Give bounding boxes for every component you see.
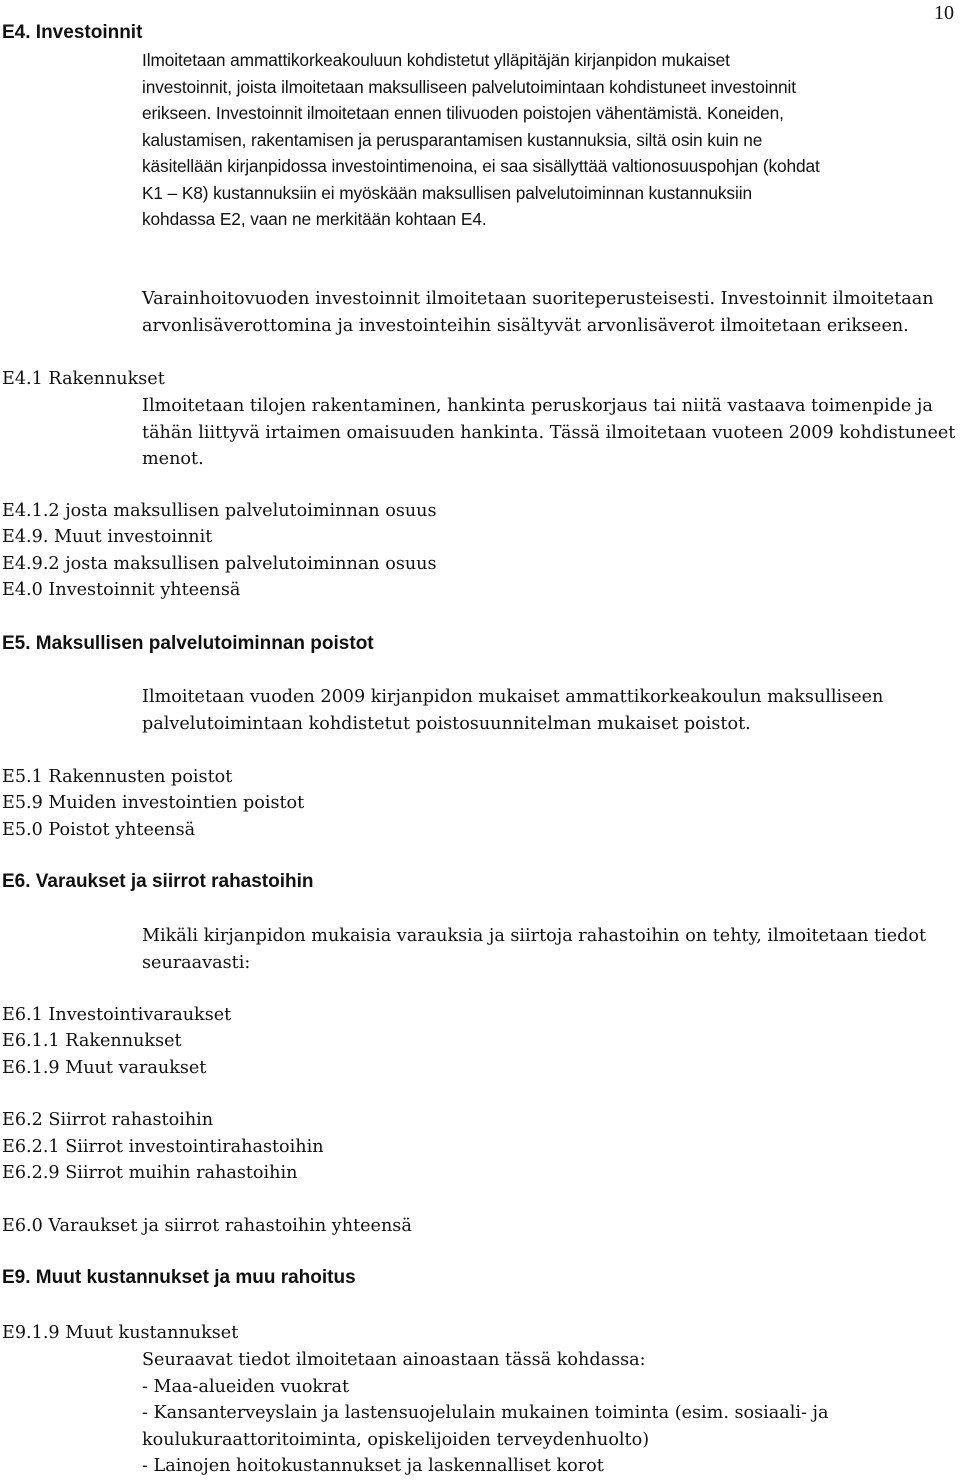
e41-paragraph — [142, 393, 955, 473]
bullet-line: - Kansanterveyslain ja lastensuojelulain mukainen toiminta (esim. sosiaali- ja — [142, 1403, 829, 1423]
paragraph-line: arvonlisäverottomina ja investointeihin sisältyvät arvonlisäverot ilmoitetaan erikseen. — [142, 315, 909, 336]
list-item: E5.1 Rakennusten poistot — [2, 767, 233, 787]
list-item: E6.1.9 Muut varaukset — [2, 1058, 207, 1078]
list-item: E6.2 Siirrot rahastoihin — [2, 1110, 214, 1130]
paragraph-line: palvelutoimintaan kohdistetut poistosuunnitelman mukaiset poistot. — [142, 713, 751, 734]
section-heading-e5: E5. Maksullisen palvelutoiminnan poistot — [2, 633, 374, 654]
paragraph-line: Mikäli kirjanpidon mukaisia varauksia ja siirtoja rahastoihin on tehty, ilmoitetaan tiedot — [142, 926, 927, 946]
paragraph-line: seuraavasti: — [142, 952, 251, 973]
paragraph-line: erikseen. Investoinnit ilmoitetaan ennen tilivuoden poistojen vähentämistä. Koneiden, — [142, 103, 784, 123]
list-item: E6.2.1 Siirrot investointirahastoihin — [2, 1137, 324, 1157]
section-heading-e4: E4. Investoinnit — [2, 22, 143, 43]
paragraph-line: kohdassa E2, vaan ne merkitään kohtaan E4. — [142, 209, 487, 229]
list-item: E4.0 Investoinnit yhteensä — [2, 580, 241, 600]
list-item: E5.9 Muiden investointien poistot — [2, 793, 305, 813]
list-item: E6.1 Investointivaraukset — [2, 1005, 232, 1025]
list-item: E4.1.2 josta maksullisen palvelutoiminnan osuus — [2, 501, 437, 521]
bullet-line: - Lainojen hoitokustannukset ja laskennalliset korot — [142, 1456, 604, 1476]
section-heading-e6: E6. Varaukset ja siirrot rahastoihin — [2, 871, 314, 892]
paragraph-line: tähän liittyvä irtaimen omaisuuden hankinta. Tässä ilmoitetaan vuoteen 2009 kohdistuneet — [142, 422, 956, 443]
paragraph-line: menot. — [142, 449, 204, 469]
paragraph-line: Seuraavat tiedot ilmoitetaan ainoastaan tässä kohdassa: — [142, 1350, 646, 1370]
e5-paragraph — [142, 684, 883, 737]
list-item: E4.9.2 josta maksullisen palvelutoiminnan osuus — [2, 554, 437, 574]
e41-label: E4.1 Rakennukset — [2, 369, 165, 389]
e9-details — [142, 1347, 829, 1480]
paragraph-line: Ilmoitetaan vuoden 2009 kirjanpidon mukaiset ammattikorkeakoulun maksulliseen — [142, 687, 884, 707]
e6-paragraph — [142, 923, 926, 976]
list-item: E4.9. Muut investoinnit — [2, 527, 213, 547]
paragraph-line: K1 – K8) kustannuksiin ei myöskään maksullisen palvelutoiminnan kustannuksiin — [142, 182, 752, 203]
paragraph-line: käsitellään kirjanpidossa investointimenoina, ei saa sisällyttää valtionosuuspohjan (kohdat — [142, 156, 820, 176]
list-item: E9.1.9 Muut kustannukset — [2, 1323, 239, 1343]
page-number: 10 — [934, 2, 954, 24]
list-item: E6.2.9 Siirrot muihin rahastoihin — [2, 1163, 298, 1183]
list-item: E5.0 Poistot yhteensä — [2, 820, 196, 840]
list-item-total: E6.0 Varaukset ja siirrot rahastoihin yhteensä — [2, 1216, 412, 1236]
bullet-line: - Maa-alueiden vuokrat — [142, 1376, 350, 1397]
e4-second-paragraph — [142, 286, 934, 339]
paragraph-line: kalustamisen, rakentamisen ja perusparantamisen kustannuksia, siltä osin kuin ne — [142, 129, 763, 150]
section-heading-e9: E9. Muut kustannukset ja muu rahoitus — [2, 1267, 356, 1288]
e4-intro-paragraph — [142, 47, 820, 233]
list-item: E6.1.1 Rakennukset — [2, 1031, 182, 1051]
paragraph-line: investoinnit, joista ilmoitetaan maksulliseen palvelutoimintaan kohdistuneet investoinnit — [142, 76, 796, 97]
paragraph-line: Varainhoitovuoden investoinnit ilmoitetaan suoriteperusteisesti. Investoinnit ilmoitetaan — [142, 289, 934, 309]
paragraph-line: Ilmoitetaan tilojen rakentaminen, hankinta peruskorjaus tai niitä vastaava toimenpide ja — [142, 396, 933, 416]
paragraph-line: Ilmoitetaan ammattikorkeakouluun kohdistetut ylläpitäjän kirjanpidon mukaiset — [142, 50, 730, 70]
bullet-continuation-line: koulukuraattoritoiminta, opiskelijoiden terveydenhuolto) — [142, 1429, 650, 1450]
